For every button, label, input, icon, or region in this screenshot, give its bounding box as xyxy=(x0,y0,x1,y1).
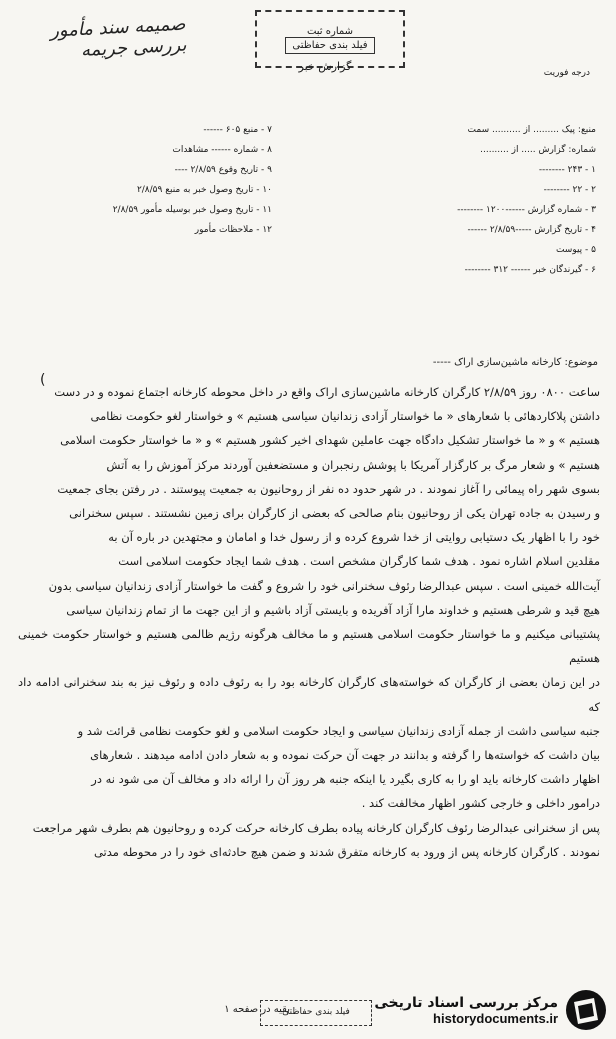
archive-emblem-icon xyxy=(564,988,608,1032)
field-row: ۳ - شماره گزارش ------۱۲۰۰ -------- xyxy=(457,205,596,215)
report-type-label: گزارش خبر xyxy=(298,60,352,73)
field-row: ۷ - منبع ۶۰۵ ------ xyxy=(203,125,272,135)
body-line: نمودند . کارگران کارخانه پس از ورود به کارخانه متفرق شدند و ضمن هیچ حادثه‌ای خود را در محوطه مدتی xyxy=(93,844,600,859)
report-fields-left xyxy=(22,120,272,240)
field-row: ۴ - تاریخ گزارش -----۲/۸/۵۹ ------ xyxy=(467,225,596,235)
body-line: هیچ قید و شرطی هستیم و خداوند مارا آزاد آفریده و بایستی آزاد باشیم و از این جهت ما از تمام زندانیان سیاسی xyxy=(66,602,600,617)
logo-title: مرکز بررسی اسناد تاریخی xyxy=(374,994,558,1011)
body-line: پشتیبانی میکنیم و ما خواستار حکومت اسلامی هستیم و ما مخالف هرگونه رژیم ظالمی هستیم و خواستار حکومت خمینی هستیم xyxy=(18,627,600,666)
field-row: شماره: گزارش ..... از .......... xyxy=(480,145,596,155)
body-line: درامور داخلی و خارجی کشور اظهار مخالفت کند . xyxy=(361,796,600,811)
continued-label: بقیه در صفحه ۱ xyxy=(224,1004,290,1015)
urgency-label: درجه فوریت xyxy=(543,68,590,78)
body-line: پس از سخنرانی عبدالرضا رئوف کارگران کارخانه پیاده بطرف کارخانه حرکت کرده و روحانیون هم بطرف شهر مراجعت xyxy=(32,820,600,835)
body-line: هستیم » و « ما خواستار تشکیل دادگاه جهت عاملین شهدای اخیر کشور هستیم » و « ما خواستار حکومت اسلامی xyxy=(60,433,600,448)
field-row: ۱۰ - تاریخ وصول خبر به منبع ۲/۸/۵۹ xyxy=(136,185,272,195)
stamp-box-label: فیلد بندی حفاظتی xyxy=(285,37,374,54)
handwritten-title: صمیمه سند مأمور بررسی جریمه xyxy=(49,13,187,62)
logo-url: historydocuments.ir xyxy=(433,1010,558,1026)
report-fields-right xyxy=(372,120,596,280)
body-line: خود را با اظهار یک دستیابی روایتی از خدا شروع کرده و از رسول خدا و امامان و مجتهدین در باره آن به xyxy=(108,530,600,545)
stamp-label: شماره ثبت xyxy=(306,26,354,37)
field-row: ۱۲ - ملاحظات مأمور xyxy=(194,225,272,235)
field-row: ۸ - شماره ------ مشاهدات xyxy=(172,145,272,155)
archive-logo xyxy=(352,985,608,1035)
bottom-stamp: فیلد بندی حفاظتی xyxy=(260,1000,372,1026)
report-body xyxy=(18,380,600,864)
body-line: در این زمان بعضی از کارگران که خواسته‌های کارگران کارخانه بود را به رئوف داده و رئوف نیز به بند سخنرانی ادامه داد که xyxy=(18,675,600,714)
body-line: آیت‌الله خمینی است . سپس عبدالرضا رئوف سخنرانی خود را شروع و گفت ما خواستار آزادی زندانیان سیاسی بدون xyxy=(48,578,600,593)
body-line: بیان داشت که خواسته‌ها را گرفته و بدانند در جهت آن حرکت نموده و به شعار دادن ادامه میدهند . شعارهای xyxy=(90,748,600,763)
body-line: و رسیدن به جاده تهران یکی از روحانیون بنام صالحی که بعضی از کارگران برای زمین نشستند . سپس سخنرانی xyxy=(69,506,600,521)
body-line: اظهار داشت کارخانه باید او را به کاری بگیرد یا اینکه جنبه هر روز آن را ارائه داد و مخالف آن می شود نه در xyxy=(91,772,600,787)
field-row: منبع: پیک ......... از .......... سمت xyxy=(467,125,596,135)
field-row: ۲ - ۲۲ -------- xyxy=(543,185,596,195)
field-row: ۵ - پیوست xyxy=(555,245,596,255)
field-row: ۱ - ۲۴۳ -------- xyxy=(538,165,596,175)
field-row: ۶ - گیرندگان خبر ------ ۳۱۲ -------- xyxy=(464,265,596,275)
subject-line: موضوع: کارخانه ماشین‌سازی اراک ----- xyxy=(432,357,598,368)
body-line: ساعت ۰۸۰۰ روز ۲/۸/۵۹ کارگران کارخانه ماشین‌سازی اراک واقع در داخل محوطه کارخانه اجتماع نموده و در دست xyxy=(54,385,600,399)
field-row: ۹ - تاریخ وقوع ۲/۸/۵۹ ---- xyxy=(174,165,272,175)
body-line: هستیم » و شعار مرگ بر کارگزار آمریکا با پوشش رنجبران و مستضعفین آوردند مرکز آموزش را به آتش xyxy=(106,457,600,472)
body-line: مقلدین اسلام اشاره نمود . هدف شما کارگران مشخص است . هدف شما ایجاد حکومت اسلامی است xyxy=(118,554,600,569)
body-line: بسوی شهر راه پیمائی را آغاز نمودند . در شهر حدود ده نفر از روحانیون به جمعیت پیوستند . در رفتن بجای جمعیت xyxy=(57,481,600,496)
field-row: ۱۱ - تاریخ وصول خبر بوسیله مأمور ۲/۸/۵۹ xyxy=(112,205,272,215)
body-line: جنبه سیاسی داشت از جمله آزادی زندانیان سیاسی و ایجاد حکومت اسلامی و لغو حکومت نظامی قرائت شد و xyxy=(77,723,600,738)
pencil-mark-icon: ( xyxy=(40,372,46,388)
body-line: داشتن پلاکاردهائی با شعارهای « ما خواستار آزادی زندانیان سیاسی هستیم » و خواستار لغو حکومت نظامی xyxy=(90,409,600,424)
